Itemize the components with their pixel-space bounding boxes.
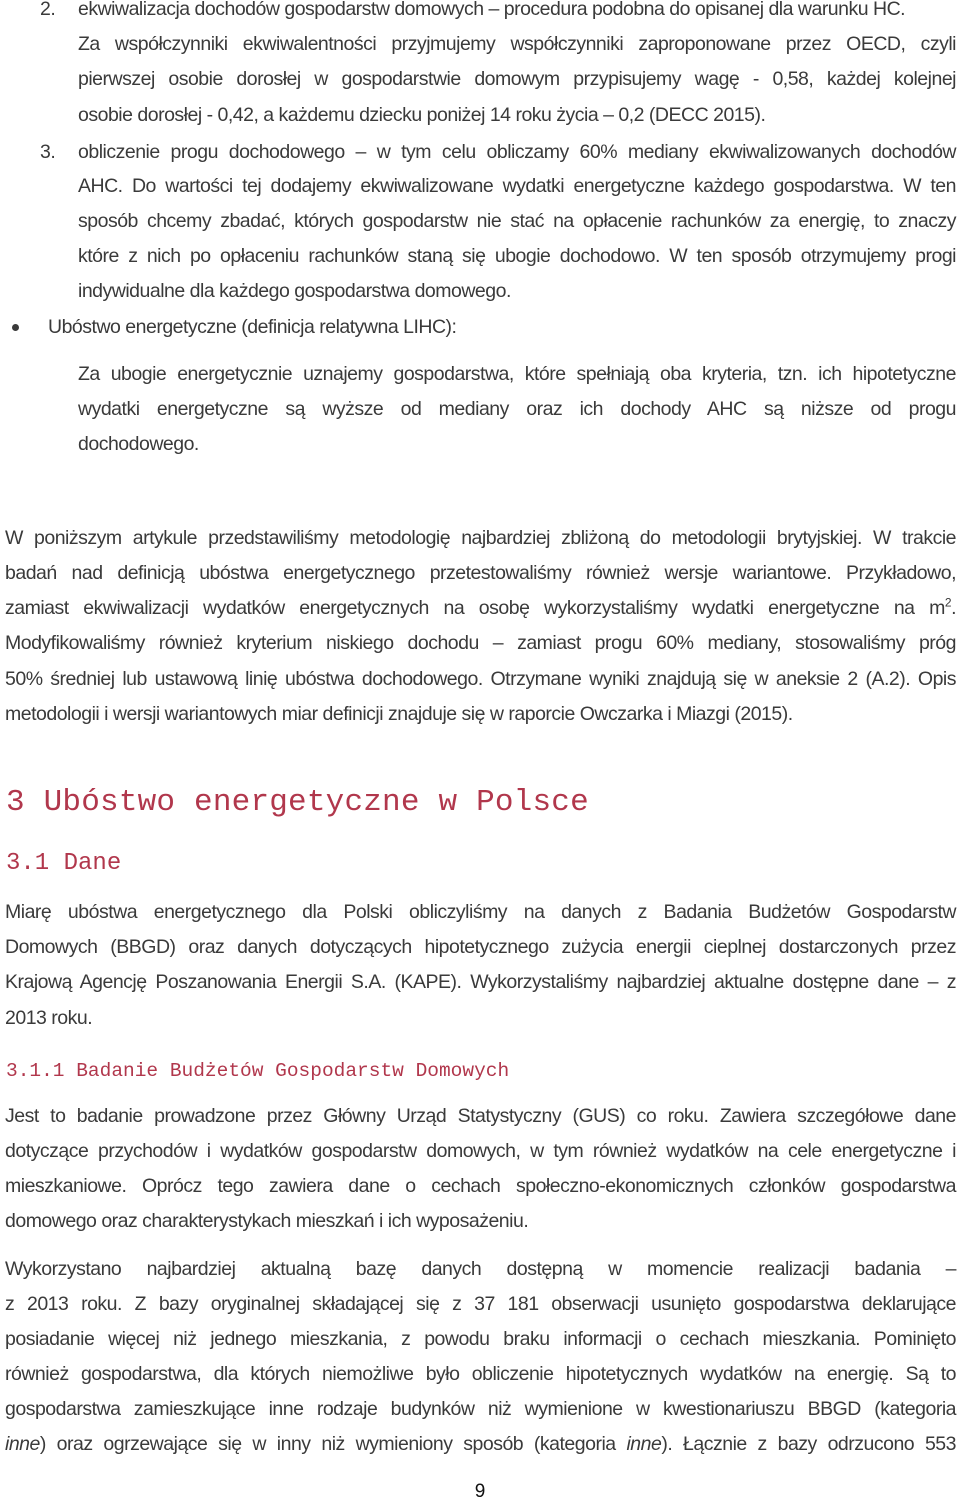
- bullet-marker: [12, 324, 19, 331]
- bbgd-paragraph-line-4: domowego oraz charakterystykach mieszkań i ich wyposażeniu.: [5, 1210, 529, 1232]
- list-item-3-line-5: indywidualne dla każdego gospodarstwa domowego.: [78, 280, 511, 302]
- base-paragraph-line-1: Wykorzystano najbardziej aktualną bazę danych dostępną w momencie realizacji badania –: [5, 1258, 956, 1280]
- list-item-3-line-1: obliczenie progu dochodowego – w tym celu obliczamy 60% mediany ekwiwalizowanych dochodów: [78, 141, 956, 163]
- page-number: 9: [474, 1481, 486, 1502]
- base-paragraph-line-4: również gospodarstwa, dla których niemożliwe było obliczenie hipotetycznych wydatków na energię. Są to: [5, 1363, 956, 1385]
- methodology-line-6: metodologii i wersji wariantowych miar definicji znajduje się w raporcie Owczarka i Miazgi (2015).: [5, 703, 793, 725]
- category-inne-2: inne: [626, 1433, 662, 1455]
- methodology-line-3-text: zamiast ekwiwalizacji wydatków energetycznych na osobę wykorzystaliśmy wydatki energetyczne na m: [5, 597, 945, 619]
- methodology-line-3-period: .: [951, 597, 956, 619]
- bullet-item-line-2: wydatki energetyczne są wyższe od mediany oraz ich dochody AHC są niższe od progu: [78, 398, 956, 420]
- data-paragraph-line-4: 2013 roku.: [5, 1007, 93, 1029]
- bullet-item-line-3: dochodowego.: [78, 433, 199, 455]
- subsubsection-heading: 3.1.1 Badanie Budżetów Gospodarstw Domowych: [6, 1060, 510, 1082]
- base-paragraph-line-2: z 2013 roku. Z bazy oryginalnej składającej się z 37 181 obserwacji usunięto gospodarstwa deklarujące: [5, 1293, 956, 1315]
- bbgd-paragraph-line-1: Jest to badanie prowadzone przez Główny Urząd Statystyczny (GUS) co roku. Zawiera szczegółowe dane: [5, 1105, 956, 1127]
- bullet-item-line-1: Za ubogie energetycznie uznajemy gospodarstwa, które spełniają oba kryteria, tzn. ich hipotetyczne: [78, 363, 956, 385]
- data-paragraph-line-1: Miarę ubóstwa energetycznego dla Polski obliczyliśmy na danych z Badania Budżetów Gospodarstw: [5, 901, 956, 923]
- superscript-2: 2: [944, 595, 952, 610]
- methodology-line-2: badań nad definicją ubóstwa energetycznego przetestowaliśmy również wersje wariantowe. Przykładowo,: [5, 562, 956, 584]
- list-number-3: 3.: [40, 141, 56, 163]
- methodology-line-4: Modyfikowaliśmy również kryterium niskiego dochodu – zamiast progu 60% mediany, stosowaliśmy próg: [5, 632, 956, 654]
- list-item-2-line-3: pierwszej osobie dorosłej w gospodarstwie domowym przypisujemy wagę - 0,58, każdej kolejnej: [78, 68, 956, 90]
- base-paragraph-line-3: posiadanie więcej niż jednego mieszkania, z powodu braku informacji o cechach mieszkania. Pominięto: [5, 1328, 956, 1350]
- list-number-2: 2.: [40, 0, 56, 20]
- bbgd-paragraph-line-2: dotyczące przychodów i wydatków gospodarstw domowych, w tym również wydatków na cele energetyczne i: [5, 1140, 956, 1162]
- base-line-6-middle: ) oraz ogrzewające się w inny niż wymieniony sposób (kategoria: [39, 1433, 627, 1455]
- data-paragraph-line-2: Domowych (BBGD) oraz danych dotyczących hipotetycznego zużycia energii cieplnej dostarczonych przez: [5, 936, 956, 958]
- bbgd-paragraph-line-3: mieszkaniowe. Oprócz tego zawiera dane o cechach społeczno-ekonomicznych członków gospodarstwa: [5, 1175, 956, 1197]
- list-item-2-line-1: ekwiwalizacja dochodów gospodarstw domowych – procedura podobna do opisanej dla warunku HC.: [78, 0, 906, 20]
- methodology-line-3: [5, 591, 956, 626]
- bullet-item-label: Ubóstwo energetyczne (definicja relatywna LIHC):: [48, 316, 457, 338]
- list-item-3-line-2: AHC. Do wartości tej dodajemy ekwiwalizowane wydatki energetyczne każdego gospodarstwa. W ten: [78, 175, 956, 197]
- category-inne-1: inne: [5, 1433, 40, 1455]
- methodology-line-5: 50% średniej lub ustawową linię ubóstwa dochodowego. Otrzymane wyniki znajdują się w aneksie 2 (A.2). Opis: [5, 668, 956, 690]
- section-heading: 3 Ubóstwo energetyczne w Polsce: [6, 785, 589, 820]
- list-item-2-line-4: osobie dorosłej - 0,42, a każdemu dziecku poniżej 14 roku życia – 0,2 (DECC 2015).: [78, 104, 766, 126]
- list-item-2-line-2: Za współczynniki ekwiwalentności przyjmujemy współczynniki zaproponowane przez OECD, czyli: [78, 33, 956, 55]
- list-item-3-line-3: sposób chcemy zbadać, których gospodarstw nie stać na opłacenie rachunków za energię, to znaczy: [78, 210, 956, 232]
- base-line-6-end: ). Łącznie z bazy odrzucono 553: [661, 1433, 956, 1455]
- base-paragraph-line-6: [5, 1427, 956, 1462]
- list-item-3-line-4: które z nich po opłaceniu rachunków staną się ubogie dochodowo. W ten sposób otrzymujemy progi: [78, 245, 956, 267]
- methodology-line-1: W poniższym artykule przedstawiliśmy metodologię najbardziej zbliżoną do metodologii brytyjskiej. W trakcie: [5, 527, 956, 549]
- base-paragraph-line-5: gospodarstwa zamieszkujące inne rodzaje budynków niż wymienione w kwestionariuszu BBGD (kategoria: [5, 1398, 956, 1420]
- data-paragraph-line-3: Krajową Agencję Poszanowania Energii S.A. (KAPE). Wykorzystaliśmy najbardziej aktualne dostępne dane – z: [5, 971, 956, 993]
- subsection-heading: 3.1 Dane: [6, 850, 122, 877]
